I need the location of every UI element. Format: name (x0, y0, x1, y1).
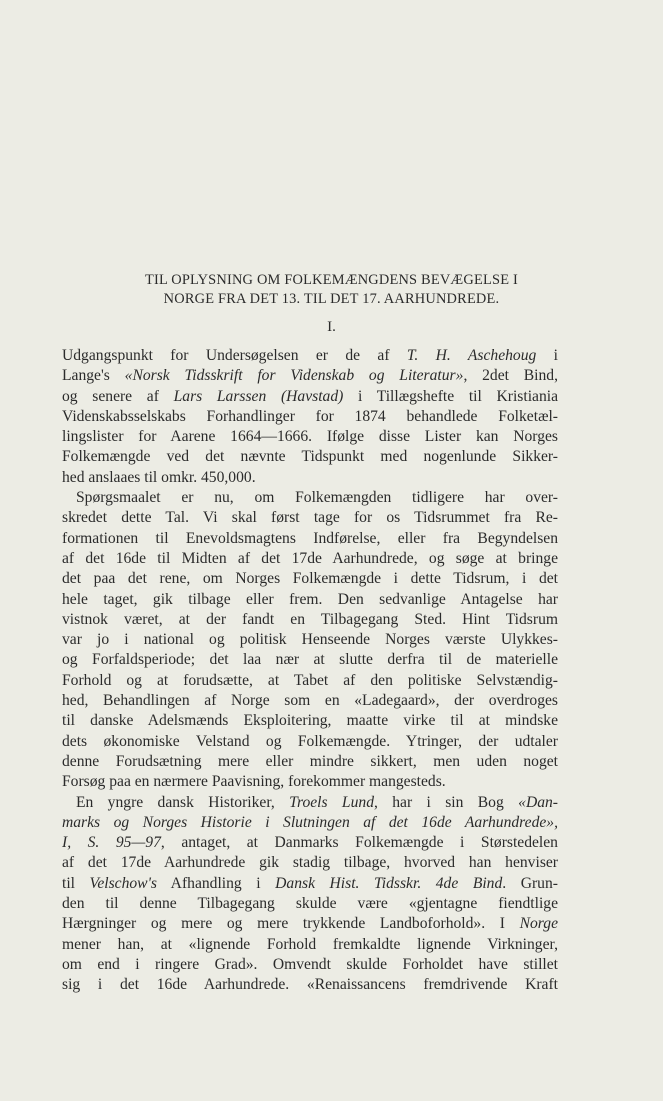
text-run: til danske Adelsmænds Eksploitering, maatte virke til at mindske (62, 712, 558, 730)
text-run: Afhandling i (157, 874, 276, 892)
text-run: , har i sin Bog (374, 793, 519, 811)
text-run: , 2det Bind, (463, 367, 558, 385)
text-line (62, 590, 558, 610)
text-run: sig i det 16de Aarhundrede. «Renaissancens fremdrivende Kraft (62, 976, 558, 994)
title-line-2: NORGE FRA DET 13. TIL DET 17. AARHUNDREDE. (163, 291, 500, 307)
italic-text-run: Lars Larssen (Havstad) (173, 387, 344, 405)
text-line (62, 508, 558, 528)
text-line (62, 894, 558, 914)
text-run: om end i ringere Grad». Omvendt skulde Forholdet have stillet (62, 955, 558, 973)
italic-text-run: Dansk Hist. Tidsskr. 4de Bind (275, 874, 503, 892)
text-line (62, 650, 558, 670)
text-run: Udgangspunkt for Undersøgelsen er de af (62, 347, 407, 364)
italic-text-run: Troels Lund (289, 793, 374, 811)
text-line (62, 610, 558, 630)
text-run: i (536, 347, 558, 364)
body-text (62, 346, 558, 996)
text-run: hed, Behandlingen af Norge som en «Ladegaard», der overdroges (62, 692, 558, 710)
text-run: den til denne Tilbagegang skulde være «gjentagne fiendtlige (62, 895, 558, 913)
text-run: var jo i national og politisk Henseende Norges værste Ulykkes- (62, 631, 558, 649)
text-run: og senere af (62, 387, 174, 405)
text-run: mener han, at «lignende Forhold fremkaldte lignende Virkninger, (62, 935, 558, 953)
text-run: lingslister for Aarene 1664—1666. Ifølge disse Lister kan Norges (62, 428, 558, 446)
text-run: Lange's (62, 367, 125, 385)
text-run: og Forfaldsperiode; det laa nær at slutte derfra til de materielle (62, 651, 558, 669)
text-run: vistnok været, at der fandt en Tilbagegang Sted. Hint Tidsrum (62, 610, 558, 628)
text-run: Forhold og at forudsætte, at Tabet af den politiske Selvstændig- (62, 671, 558, 689)
text-line (62, 752, 558, 772)
text-run: denne Forudsætning mere eller mindre sikkert, men uden noget (62, 752, 558, 770)
text-run: af det 17de Aarhundrede gik stadig tilbage, hvorved han henviser (62, 854, 558, 872)
text-line (62, 833, 558, 853)
text-line (62, 427, 558, 447)
text-line (62, 711, 558, 731)
text-run: Videnskabsselskabs Forhandlinger for 1874 behandlede Folketæl- (62, 407, 558, 425)
text-line (62, 630, 558, 650)
text-run: Spørgsmaalet er nu, om Folkemængden tidligere har over- (76, 489, 558, 507)
italic-text-run: Velschow's (89, 874, 157, 892)
text-line (62, 874, 558, 894)
italic-text-run: «Norsk Tidsskrift for Videnskab og Literatur» (124, 367, 464, 385)
text-run: formationen til Enevoldsmagtens Indførelse, eller fra Begyndelsen (62, 529, 558, 547)
text-run: Forsøg paa en nærmere Paavisning, forekommer mangesteds. (62, 773, 446, 791)
text-line (62, 935, 558, 955)
text-run: det paa det rene, om Norges Folkemængde i dette Tidsrum, i det (62, 570, 558, 588)
italic-text-run: marks og Norges Historie i Slutningen af det 16de Aarhundrede», (62, 813, 558, 831)
text-line (62, 569, 558, 589)
italic-text-run: «Dan- (518, 793, 558, 811)
text-line (62, 793, 558, 813)
text-line (62, 346, 558, 366)
text-line (62, 975, 558, 995)
text-run: , antaget, at Danmarks Folkemængde i Størstedelen (160, 834, 558, 852)
text-run: Hærgninger og mere og mere trykkende Landboforhold». I (62, 915, 520, 933)
text-run: skredet dette Tal. Vi skal først tage for os Tidsrummet fra Re- (62, 509, 558, 527)
text-line (62, 387, 558, 407)
text-line (62, 366, 558, 386)
text-line (62, 468, 558, 488)
text-run: En yngre dansk Historiker, (76, 793, 290, 811)
text-line (62, 488, 558, 508)
italic-text-run: Norge (519, 915, 558, 933)
text-run: Folkemængde ved det nævnte Tidspunkt med nogenlunde Sikker- (62, 448, 558, 466)
text-line (62, 772, 558, 792)
section-number: I. (327, 319, 336, 335)
text-line (62, 447, 558, 467)
text-run: til (62, 874, 90, 892)
text-run: af det 16de til Midten af det 17de Aarhundrede, og søge at bringe (62, 549, 558, 567)
italic-text-run: I, S. 95—97 (62, 834, 161, 852)
text-line (62, 853, 558, 873)
text-line (62, 529, 558, 549)
text-line (62, 955, 558, 975)
text-line (62, 549, 558, 569)
text-run: dets økonomiske Velstand og Folkemængde. Ytringer, der udtaler (62, 732, 558, 750)
text-line (62, 407, 558, 427)
text-line (62, 813, 558, 833)
text-line (62, 914, 558, 934)
title-line-1: TIL OPLYSNING OM FOLKEMÆNGDENS BEVÆGELSE I (145, 272, 518, 288)
text-run: hele taget, gik tilbage eller frem. Den sedvanlige Antagelse har (62, 590, 558, 608)
text-line (62, 671, 558, 691)
text-line (62, 732, 558, 752)
text-run: i Tillægshefte til Kristiania (343, 387, 559, 405)
italic-text-run: T. H. Aschehoug (406, 347, 537, 364)
text-line (62, 691, 558, 711)
text-run: hed anslaaes til omkr. 450,000. (62, 468, 256, 486)
article-title (40, 271, 623, 309)
text-run: . Grun- (502, 874, 558, 892)
